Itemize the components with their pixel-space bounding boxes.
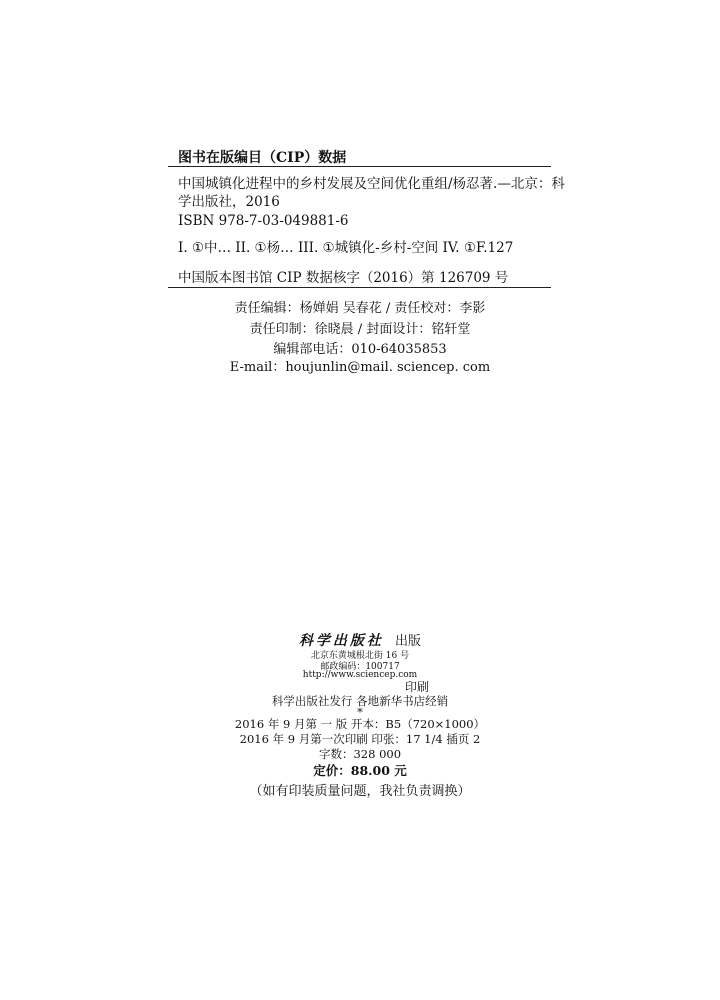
quality-notice: （如有印装质量问题，我社负责调换） (249, 784, 471, 799)
cip-isbn: ISBN 978-7-03-049881-6 (178, 213, 349, 229)
cip-heading: 图书在版编目（CIP）数据 (178, 150, 347, 166)
price: 定价：88.00 元 (313, 763, 407, 778)
cip-top-rule (168, 166, 551, 167)
separator-asterisk: * (357, 705, 363, 719)
cip-classification: I. ①中… II. ①杨… III. ①城镇化-乡村-空间 IV. ①F.127 (178, 240, 514, 256)
cip-entry-line-1: 中国城镇化进程中的乡村发展及空间优化重组/杨忍著.—北京：科 (178, 176, 565, 192)
credit-production: 责任印制：徐晓晨 / 封面设计：铭轩堂 (249, 322, 471, 337)
publisher-line (0, 630, 720, 650)
publisher-address: 北京东黄城根北街 16 号 (310, 651, 410, 661)
publisher-logo-text: 科学出版社 (298, 633, 384, 649)
word-count: 字数：328 000 (318, 747, 402, 761)
publish-label: 出版 (395, 634, 422, 649)
cip-entry-line-2: 学出版社，2016 (178, 194, 280, 210)
distribution-line: 科学出版社发行 各地新华书店经销 (271, 694, 449, 708)
print-label: 印刷 (405, 680, 430, 694)
publisher-postcode: 邮政编码：100717 (320, 662, 400, 672)
cip-bottom-rule (168, 287, 551, 288)
credit-phone: 编辑部电话：010-64035853 (273, 342, 447, 357)
cip-number: 中国版本图书馆 CIP 数据核字（2016）第 126709 号 (178, 270, 509, 286)
credit-editors: 责任编辑：杨婵娟 吴春花 / 责任校对：李影 (234, 301, 486, 316)
publisher-website: http://www.sciencep.com (302, 670, 418, 680)
printing-line: 2016 年 9 月第一次印刷 印张：17 1/4 插页 2 (239, 732, 481, 746)
edition-line: 2016 年 9 月第 一 版 开本：B5（720×1000） (234, 717, 486, 731)
credit-email: E-mail：houjunlin@mail. sciencep. com (229, 360, 491, 375)
